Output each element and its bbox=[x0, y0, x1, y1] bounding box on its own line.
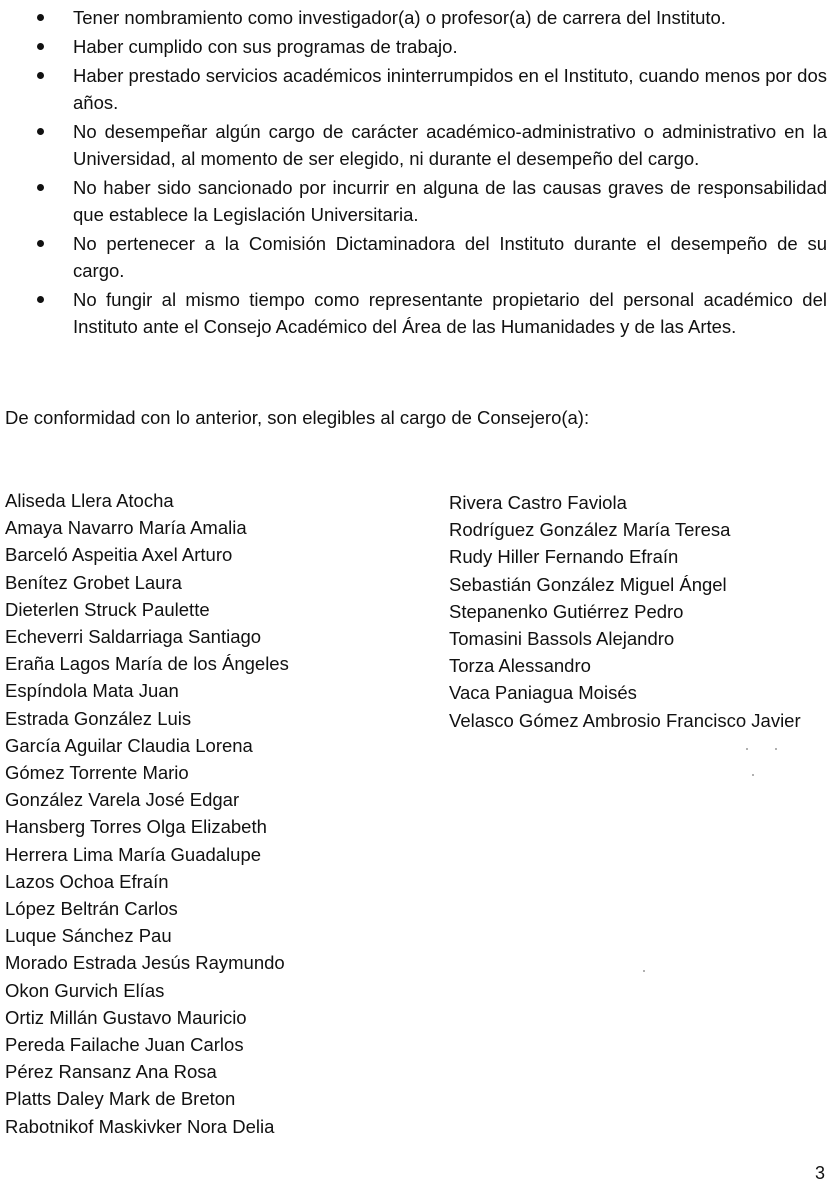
eligible-name: Okon Gurvich Elías bbox=[5, 979, 165, 1001]
eligible-name: Estrada González Luis bbox=[5, 707, 192, 729]
scan-speck bbox=[775, 748, 777, 750]
eligible-name: Vaca Paniagua Moisés bbox=[449, 682, 637, 704]
eligible-name: Lazos Ochoa Efraín bbox=[5, 870, 169, 892]
eligible-name: González Varela José Edgar bbox=[5, 789, 240, 811]
eligible-name: Aliseda Llera Atocha bbox=[5, 490, 174, 511]
eligible-name: Rivera Castro Faviola bbox=[449, 492, 627, 513]
bullet-icon bbox=[37, 72, 44, 79]
eligible-name: García Aguilar Claudia Lorena bbox=[5, 734, 253, 756]
eligible-name: Sebastián González Miguel Ángel bbox=[449, 573, 727, 595]
requirement-text: Haber cumplido con sus programas de trabajo. bbox=[73, 36, 458, 57]
scan-speck bbox=[643, 970, 645, 972]
eligibility-intro: De conformidad con lo anterior, son elegibles al cargo de Consejero(a): bbox=[5, 407, 590, 428]
eligible-names-left bbox=[5, 487, 289, 1140]
bullet-icon bbox=[37, 128, 44, 135]
eligible-name: Luque Sánchez Pau bbox=[5, 925, 172, 947]
eligible-name: Herrera Lima María Guadalupe bbox=[5, 843, 262, 865]
eligible-name: Benítez Grobet Laura bbox=[5, 571, 182, 593]
eligible-name: Pérez Ransanz Ana Rosa bbox=[5, 1061, 217, 1083]
eligible-name: Barceló Aspeitia Axel Arturo bbox=[5, 544, 233, 566]
eligible-name: Gómez Torrente Mario bbox=[5, 762, 189, 784]
bullet-icon bbox=[37, 14, 44, 21]
eligible-name: Torza Alessandro bbox=[449, 655, 591, 677]
eligible-names-right bbox=[449, 489, 801, 734]
eligible-name: Rudy Hiller Fernando Efraín bbox=[449, 546, 679, 568]
eligible-name: Echeverri Saldarriaga Santiago bbox=[5, 626, 262, 648]
page-number: 3 bbox=[814, 1163, 825, 1183]
eligible-name: Amaya Navarro María Amalia bbox=[5, 517, 247, 539]
eligible-name: Pereda Failache Juan Carlos bbox=[5, 1034, 244, 1056]
requirement-text: Tener nombramiento como investigador(a) o profesor(a) de carrera del Instituto. bbox=[73, 7, 726, 28]
requirement-item bbox=[0, 174, 833, 228]
eligible-name: Morado Estrada Jesús Raymundo bbox=[5, 952, 285, 974]
requirement-item bbox=[0, 230, 833, 284]
scan-speck bbox=[746, 748, 748, 750]
eligible-name: Eraña Lagos María de los Ángeles bbox=[5, 653, 289, 675]
eligible-name: Dieterlen Struck Paulette bbox=[5, 598, 210, 620]
eligible-name: Ortiz Millán Gustavo Mauricio bbox=[5, 1006, 247, 1028]
bullet-icon bbox=[37, 240, 44, 247]
requirement-text: No desempeñar algún cargo de carácter académico-administrativo o administrativo en la Universidad, al momento de ser elegido, ni durante el desempeño del cargo. bbox=[73, 121, 827, 169]
eligible-name: Tomasini Bassols Alejandro bbox=[449, 628, 675, 650]
requirement-item bbox=[0, 118, 833, 172]
eligible-name: Rabotnikof Maskivker Nora Delia bbox=[5, 1115, 275, 1137]
eligible-name: Hansberg Torres Olga Elizabeth bbox=[5, 816, 267, 838]
requirement-item bbox=[0, 286, 833, 340]
requirement-item bbox=[0, 33, 833, 60]
scan-speck bbox=[752, 774, 754, 776]
requirement-item bbox=[0, 4, 833, 31]
bullet-icon bbox=[37, 184, 44, 191]
bullet-icon bbox=[37, 296, 44, 303]
requirement-item bbox=[0, 62, 833, 116]
eligible-name: Platts Daley Mark de Breton bbox=[5, 1088, 236, 1110]
requirement-text: No fungir al mismo tiempo como representante propietario del personal académico del Instituto ante el Consejo Académico del Área de las Humanidades y de las Artes. bbox=[73, 289, 827, 337]
requirement-text: No pertenecer a la Comisión Dictaminadora del Instituto durante el desempeño de su cargo. bbox=[73, 233, 827, 281]
requirement-text: No haber sido sancionado por incurrir en alguna de las causas graves de responsabilidad que establece la Legislación Universitaria. bbox=[73, 177, 827, 225]
eligible-name: Espíndola Mata Juan bbox=[5, 680, 179, 702]
bullet-icon bbox=[37, 43, 44, 50]
eligible-name: Stepanenko Gutiérrez Pedro bbox=[449, 600, 684, 622]
eligible-name: Rodríguez González María Teresa bbox=[449, 519, 731, 541]
eligible-name: López Beltrán Carlos bbox=[5, 898, 178, 920]
requirements-list bbox=[0, 0, 833, 342]
eligible-name: Velasco Gómez Ambrosio Francisco Javier bbox=[449, 709, 801, 731]
requirement-text: Haber prestado servicios académicos ininterrumpidos en el Instituto, cuando menos por dos años. bbox=[73, 65, 827, 113]
